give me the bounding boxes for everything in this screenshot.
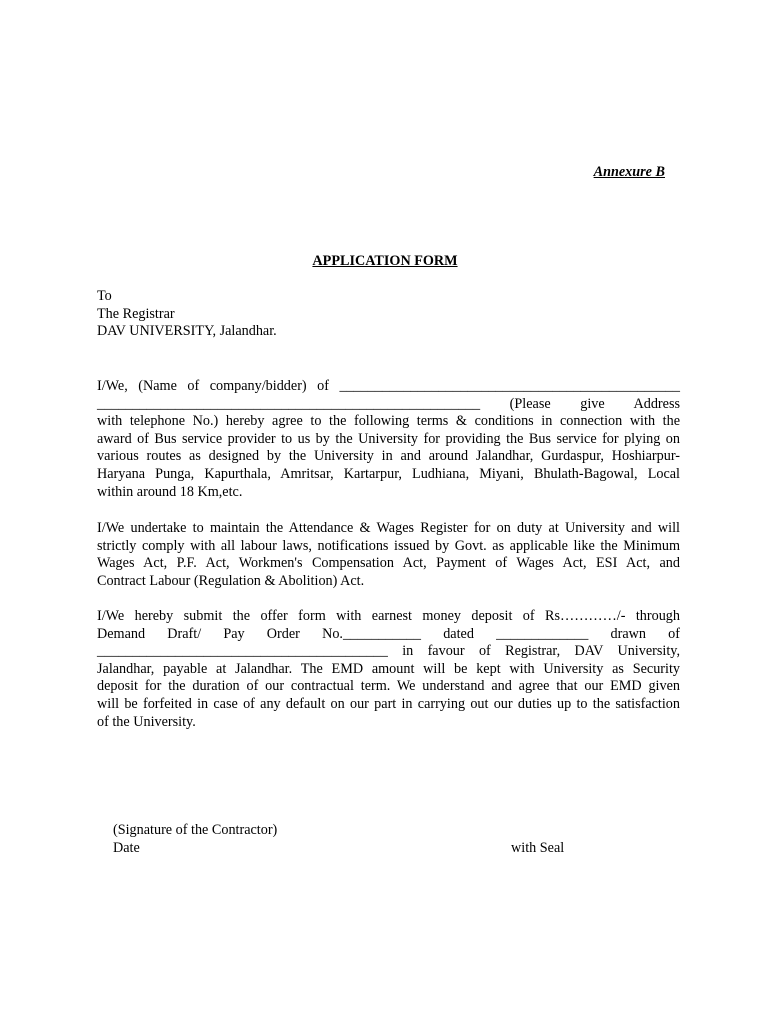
- paragraph-line: various routes as designed by the University in and around Jalandhar, Gurdaspur, Hoshiarpur-: [97, 448, 680, 465]
- paragraph-line: Wages Act, P.F. Act, Workmen's Compensation Act, Payment of Wages Act, ESI Act, and: [97, 555, 680, 572]
- signature-block: [113, 822, 277, 857]
- paragraph-line: within around 18 Km,etc.: [97, 483, 243, 500]
- paragraph-line: will be forfeited in case of any default on our part in carrying out our duties up to the satisfaction: [97, 695, 680, 712]
- signature-date: Date: [113, 839, 140, 856]
- paragraph-line: Demand Draft/ Pay Order No.___________ dated _____________ drawn of: [97, 625, 680, 642]
- address-to: To: [97, 288, 112, 304]
- signature-seal: with Seal: [511, 840, 565, 856]
- paragraph-line: Haryana Punga, Kapurthala, Amritsar, Kartarpur, Ludhiana, Miyani, Bhulath-Bagowal, Local: [97, 465, 680, 482]
- paragraph-emd: [97, 608, 680, 731]
- paragraph-agreement: [97, 378, 680, 501]
- address-registrar: The Registrar: [97, 305, 175, 322]
- annexure-label: Annexure B: [593, 164, 665, 180]
- paragraph-line: deposit for the duration of our contractual term. We understand and agree that our EMD given: [97, 678, 680, 695]
- address-university: DAV UNIVERSITY, Jalandhar.: [97, 323, 277, 340]
- paragraph-line: _________________________________________ in favour of Registrar, DAV University,: [97, 643, 680, 660]
- paragraph-line: Jalandhar, payable at Jalandhar. The EMD amount will be kept with University as Security: [97, 660, 680, 677]
- paragraph-line: with telephone No.) hereby agree to the following terms & conditions in connection with the: [97, 413, 680, 430]
- paragraph-undertaking: [97, 520, 680, 590]
- paragraph-line: I/We hereby submit the offer form with earnest money deposit of Rs…………/- through: [97, 608, 680, 624]
- address-block: [97, 288, 277, 341]
- paragraph-line: I/We undertake to maintain the Attendance & Wages Register for on duty at University and will: [97, 520, 680, 536]
- paragraph-line: I/We, (Name of company/bidder) of ________________________________________________: [97, 378, 680, 394]
- paragraph-line: ______________________________________________________ (Please give Address: [97, 395, 680, 412]
- paragraph-line: award of Bus service provider to us by the University for providing the Bus service for plying on: [97, 430, 680, 447]
- form-title: APPLICATION FORM: [312, 253, 458, 269]
- paragraph-line: Contract Labour (Regulation & Abolition) Act.: [97, 572, 365, 589]
- paragraph-line: of the University.: [97, 713, 196, 730]
- paragraph-line: strictly comply with all labour laws, notifications issued by Govt. as applicable like the Minimum: [97, 537, 680, 554]
- signature-contractor: (Signature of the Contractor): [113, 822, 278, 838]
